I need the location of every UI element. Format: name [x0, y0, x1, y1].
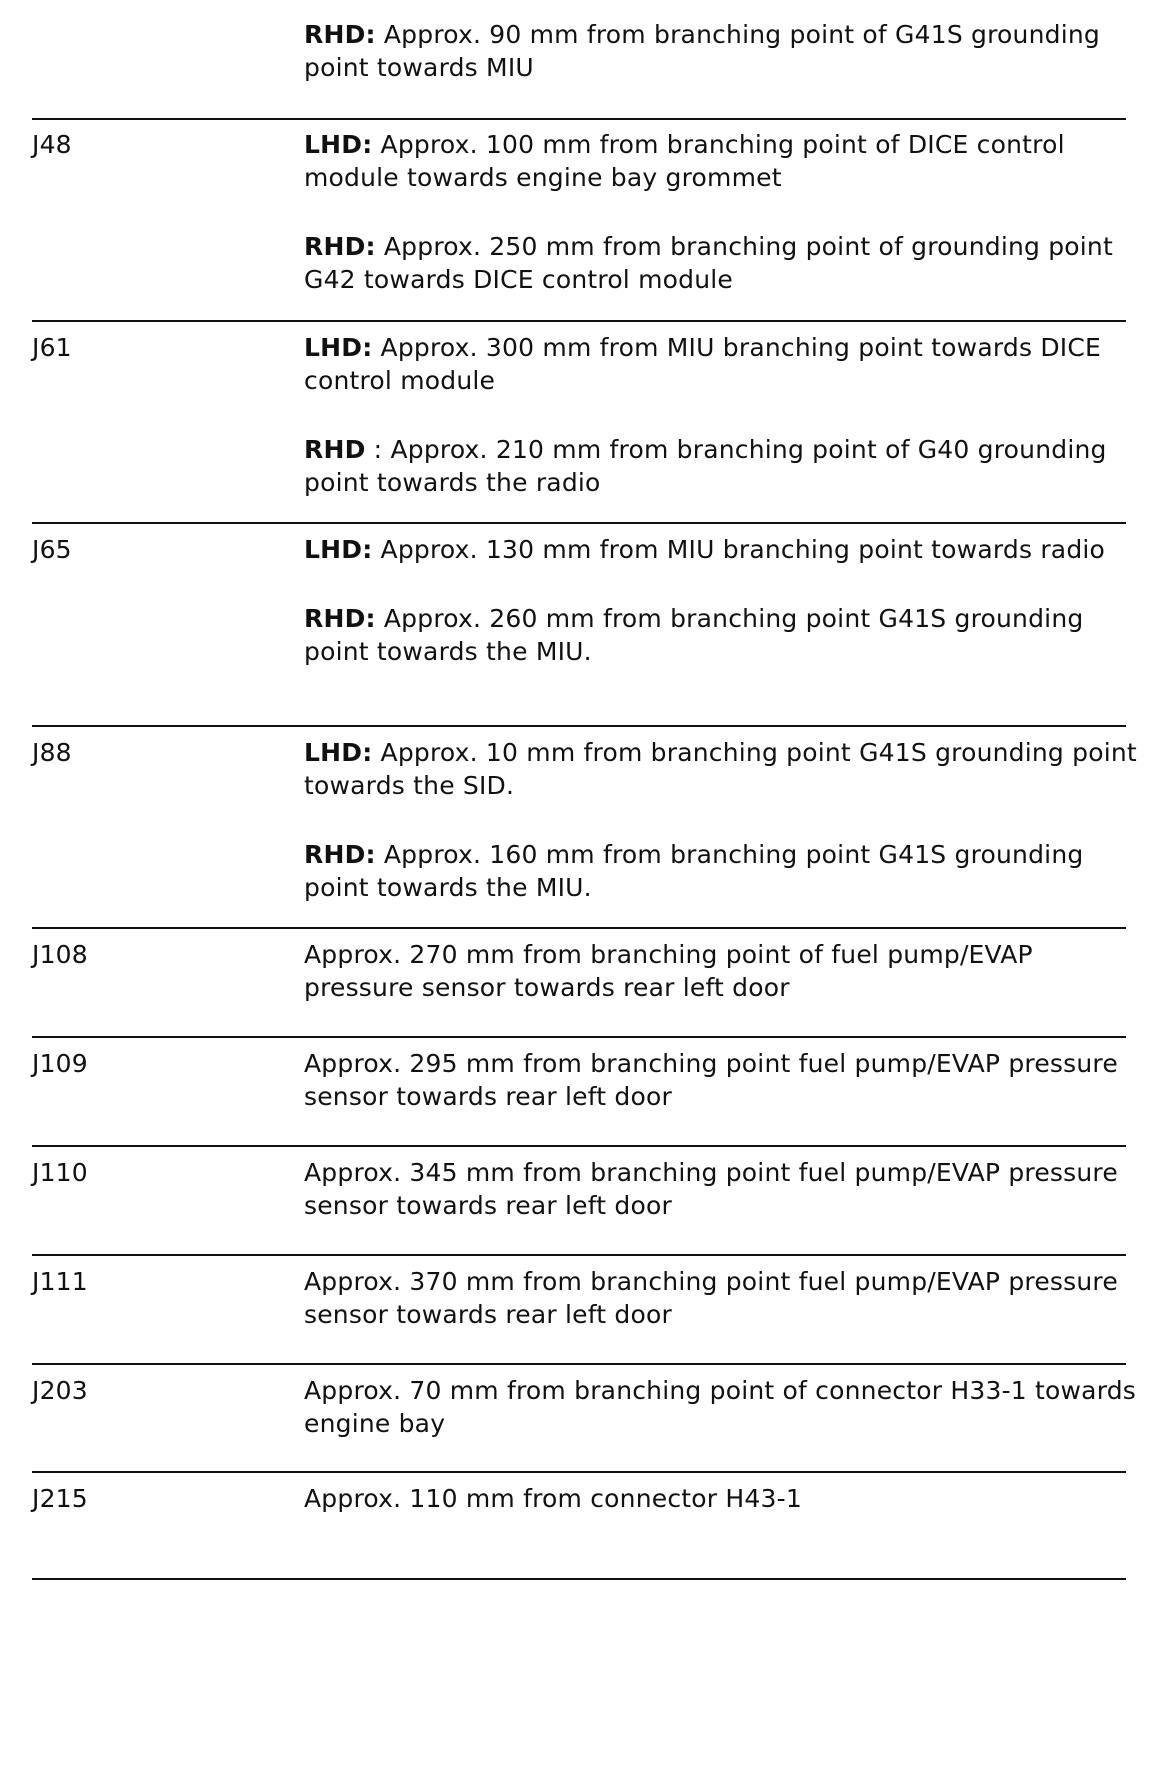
entry-text: Approx. 295 mm from branching point fuel pump/EVAP pressure sensor towards rear left door	[304, 1049, 1118, 1111]
location-description	[304, 331, 1144, 499]
location-description	[304, 1374, 1144, 1440]
entry-text: Approx. 70 mm from branching point of connector H33-1 towards engine bay	[304, 1376, 1137, 1438]
location-entry	[304, 838, 1144, 904]
entry-text: Approx. 250 mm from branching point of grounding point G42 towards DICE control module	[304, 232, 1113, 294]
entry-text: Approx. 260 mm from branching point G41S grounding point towards the MIU.	[304, 604, 1084, 666]
drive-label: RHD:	[304, 840, 376, 869]
drive-label: LHD:	[304, 738, 373, 767]
location-description	[304, 1265, 1144, 1331]
location-entry	[304, 938, 1144, 1004]
entry-text: : Approx. 210 mm from branching point of G40 grounding point towards the radio	[304, 435, 1107, 497]
entry-text: Approx. 270 mm from branching point of fuel pump/EVAP pressure sensor towards rear left door	[304, 940, 1033, 1002]
row-divider	[32, 1254, 1126, 1256]
location-description	[304, 128, 1144, 296]
drive-label: LHD:	[304, 333, 373, 362]
location-entry	[304, 533, 1144, 566]
row-divider	[32, 320, 1126, 322]
junction-code: J108	[32, 940, 88, 969]
entry-text: Approx. 110 mm from connector H43-1	[304, 1484, 802, 1513]
location-entry	[304, 1047, 1144, 1113]
row-divider	[32, 1578, 1126, 1580]
drive-label: RHD:	[304, 604, 376, 633]
drive-label: LHD:	[304, 535, 373, 564]
location-entry	[304, 1374, 1144, 1440]
junction-code: J65	[32, 535, 72, 564]
junction-code: J203	[32, 1376, 88, 1405]
location-description	[304, 533, 1144, 668]
entry-text: Approx. 160 mm from branching point G41S grounding point towards the MIU.	[304, 840, 1084, 902]
entry-text: Approx. 370 mm from branching point fuel pump/EVAP pressure sensor towards rear left door	[304, 1267, 1118, 1329]
entry-text: Approx. 300 mm from MIU branching point towards DICE control module	[304, 333, 1101, 395]
junction-code: J215	[32, 1484, 88, 1513]
location-entry	[304, 1156, 1144, 1222]
location-entry	[304, 331, 1144, 397]
row-divider	[32, 1036, 1126, 1038]
location-entry	[304, 18, 1144, 84]
location-entry	[304, 736, 1144, 802]
entry-text: Approx. 90 mm from branching point of G41S grounding point towards MIU	[304, 20, 1100, 82]
row-divider	[32, 1471, 1126, 1473]
location-entry	[304, 1265, 1144, 1331]
location-description	[304, 736, 1144, 904]
location-entry	[304, 602, 1144, 668]
drive-label: RHD:	[304, 232, 376, 261]
junction-code: J110	[32, 1158, 88, 1187]
location-entry	[304, 128, 1144, 194]
drive-label: LHD:	[304, 130, 373, 159]
junction-code: J61	[32, 333, 72, 362]
entry-text: Approx. 100 mm from branching point of DICE control module towards engine bay grommet	[304, 130, 1065, 192]
junction-code: J48	[32, 130, 72, 159]
drive-label: RHD	[304, 435, 366, 464]
row-divider	[32, 522, 1126, 524]
entry-text: Approx. 130 mm from MIU branching point towards radio	[372, 535, 1106, 564]
location-entry	[304, 230, 1144, 296]
location-description	[304, 18, 1144, 84]
location-entry	[304, 433, 1144, 499]
location-description	[304, 1047, 1144, 1113]
location-description	[304, 1156, 1144, 1222]
row-divider	[32, 118, 1126, 120]
row-divider	[32, 927, 1126, 929]
entry-text: Approx. 10 mm from branching point G41S grounding point towards the SID.	[304, 738, 1137, 800]
location-entry	[304, 1482, 1144, 1515]
location-description	[304, 938, 1144, 1004]
entry-text: Approx. 345 mm from branching point fuel pump/EVAP pressure sensor towards rear left door	[304, 1158, 1118, 1220]
location-description	[304, 1482, 1144, 1515]
row-divider	[32, 1363, 1126, 1365]
junction-code: J109	[32, 1049, 88, 1078]
drive-label: RHD:	[304, 20, 376, 49]
junction-code: J88	[32, 738, 72, 767]
junction-code: J111	[32, 1267, 88, 1296]
row-divider	[32, 725, 1126, 727]
row-divider	[32, 1145, 1126, 1147]
